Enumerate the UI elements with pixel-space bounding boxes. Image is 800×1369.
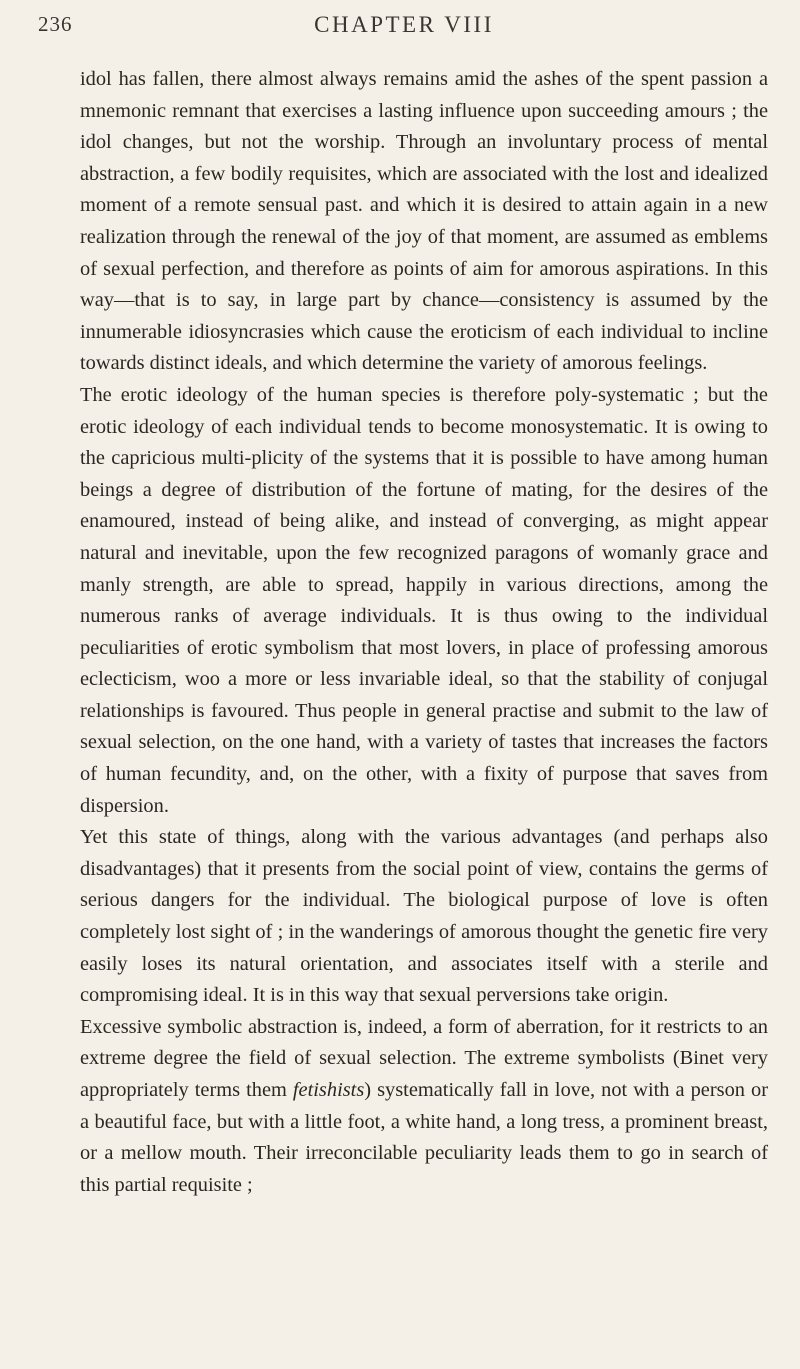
running-head: CHAPTER VIII: [314, 12, 494, 37]
paragraph-3: Yet this state of things, along with the various advantages (and perhaps also disadvantages) that it presents from the social point of view, contains the germs of serious dangers for the individual. The biological purpose of love is often completely lost sight of ; in the wanderings of amorous thought the genetic fire very easily loses its natural orientation, and associates itself with a sterile and compromising ideal. It is in this way that sexual perversions take origin.: [80, 826, 768, 1007]
body-text: [80, 64, 768, 1201]
paragraph-4: [80, 1012, 768, 1202]
paragraph-4-text-a: Excessive symbolic abstraction is, indeed, a form of aberration, for it restricts to an extreme degree the field of sexual selection. The extreme symbolists (Binet very appropriately terms them: [80, 1015, 768, 1101]
page-header: [38, 12, 770, 48]
paragraph-4-text-b: ) systematically fall in love, not with a person or a beautiful face, but with a little foot, a white hand, a long tress, a prominent breast, or a mellow mouth. Their irreconcilable peculiarity leads them to go in search of this partial requisite ;: [80, 1079, 768, 1196]
paragraph-1: idol has fallen, there almost always remains amid the ashes of the spent passion a mnemonic remnant that exercises a lasting influence upon succeeding amours ; the idol changes, but not the worship. Through an involuntary process of mental abstraction, a few bodily requisites, which are associated with the lost and idealized moment of a remote sensual past. and which it is desired to attain again in a new realization through the renewal of the joy of that moment, are assumed as emblems of sexual perfection, and therefore as points of aim for amorous aspirations. In this way—that is to say, in large part by chance—consistency is assumed by the innumerable idiosyncrasies which cause the eroticism of each individual to incline towards distinct ideals, and which determine the variety of amorous feelings.: [80, 68, 768, 375]
page-number: 236: [38, 12, 73, 36]
italic-term-fetishists: fetishists: [292, 1079, 365, 1101]
paragraph-2: The erotic ideology of the human species is therefore poly-systematic ; but the erotic ideology of each individual tends to become monosystematic. It is owing to the capricious multi-plicity of the systems that it is possible to have among human beings a degree of distribution of the fortune of mating, for the desires of the enamoured, instead of being alike, and instead of converging, as might appear natural and inevitable, upon the few recognized paragons of womanly grace and manly strength, are able to spread, happily in various directions, among the numerous ranks of average individuals. It is thus owing to the individual peculiarities of erotic symbolism that most lovers, in place of professing amorous eclecticism, woo a more or less invariable ideal, so that the stability of conjugal relationships is favoured. Thus people in general practise and submit to the law of sexual selection, on the one hand, with a variety of tastes that increases the factors of human fecundity, and, on the other, with a fixity of purpose that saves from dispersion.: [80, 383, 768, 817]
